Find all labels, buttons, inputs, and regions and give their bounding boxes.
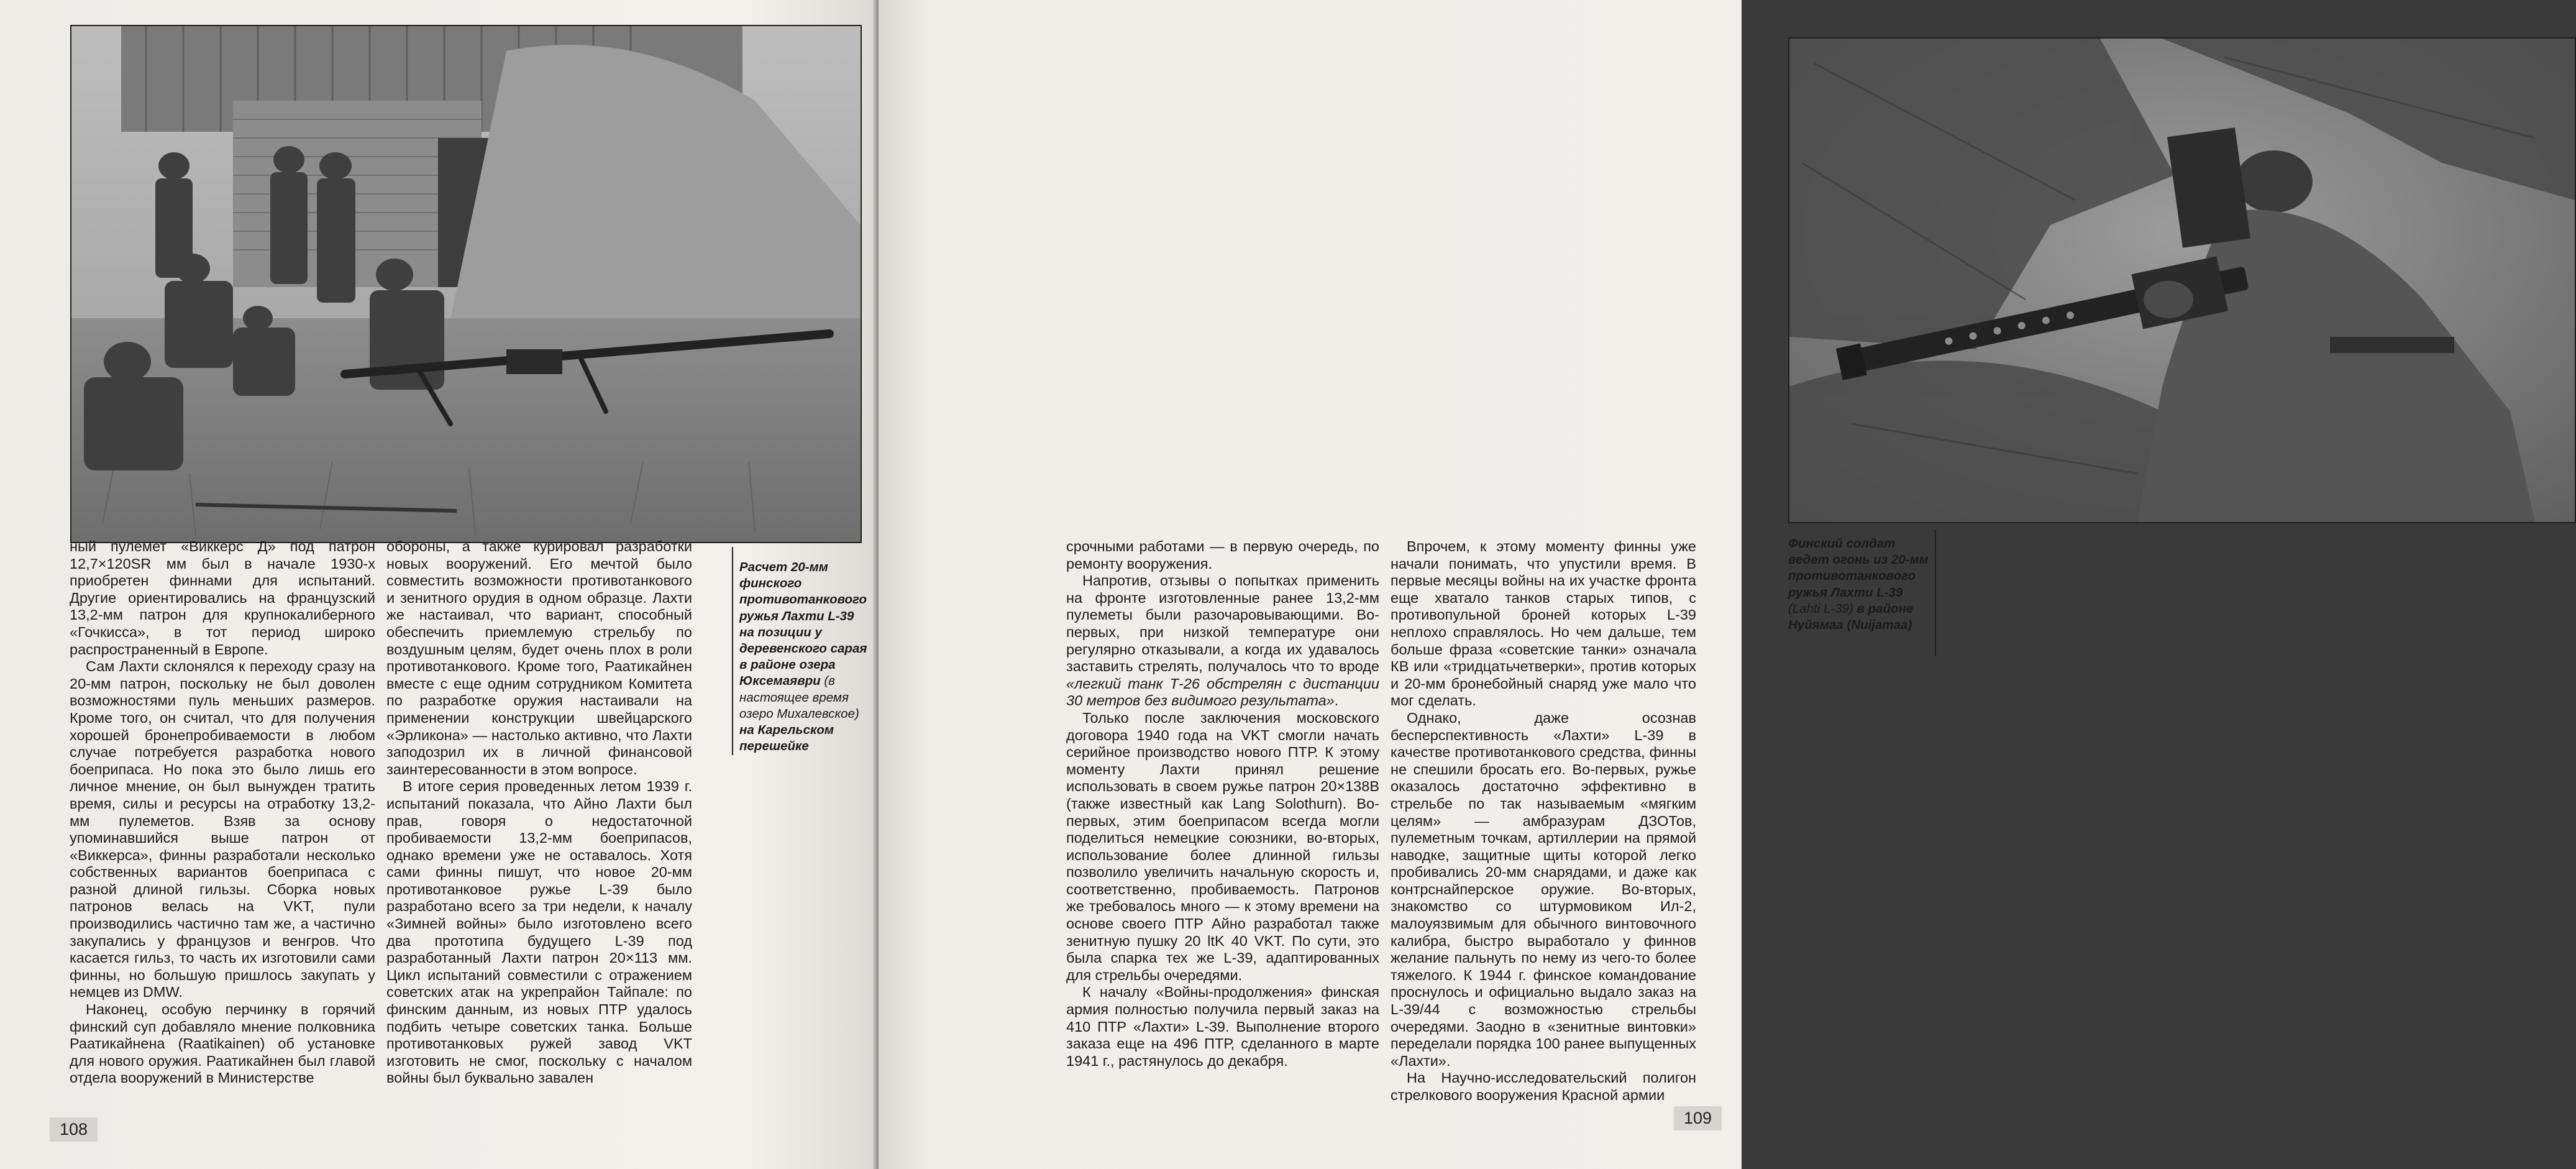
photo-caption-left (739, 559, 869, 754)
caption-right-model: Лахти L-39 (1830, 585, 1903, 600)
paragraph: На Научно-исследовательский полигон стрелкового вооружения Красной армии (1391, 1070, 1696, 1103)
paragraph: К началу «Войны-продолжения» финская армия полностью получила первый заказ на 410 ПТР «Лахти» L-39. Выполнение второго заказа еще на 496 ПТР, сделанного в марте 1941 г., растянулось до декабря. (1066, 984, 1379, 1069)
paragraph: Наконец, особую перчинку в горячий финский суп добавляло мнение полковника Раатикайнена (Raatikainen) об установке для нового оружия. Раатикайнен был главой отдела вооружений в Министерстве (70, 1001, 375, 1086)
caption-left-mid: на позиции у деревенского сарая в районе озера Юксемаяври (739, 625, 867, 689)
text-column-2 (386, 538, 692, 1087)
text-column-4 (1391, 538, 1696, 1104)
left-page (0, 0, 877, 1169)
paragraph-text: Напротив, отзывы о попытках применить на фронте изготовленные ранее 13,2-мм пулеметы были разочаровывающими. Во-первых, при низкой температуре они регулярно отказывали, а когда их удавалось заставить стрелять, получалось что то вроде (1066, 572, 1379, 675)
caption-right-text: Финский солдат ведет огонь из 20-мм противотанкового ружья (1788, 536, 1929, 600)
paragraph-end: . (1334, 692, 1339, 709)
photo-gun-crew-at-barn (70, 25, 862, 543)
caption-left-model: Лахти L-39 (782, 608, 854, 623)
paragraph (1066, 572, 1379, 710)
paragraph: Впрочем, к этому моменту финны уже начали понимать, что упустили время. В первые месяцы войны на их участке фронта еще хватало танков старых типов, с противопульной броней которых L-39 неплохо справлялось. Но чем дальше, тем больше фраза «советские танки» означала КВ или «тридцатьчетверки», против которых и 20-мм бронебойный снаряд уже мало что мог сделать. (1391, 538, 1696, 709)
photo-caption-right (1788, 536, 1929, 633)
page-number-right: 109 (1674, 1106, 1722, 1130)
paragraph: ный пулемет «Виккерс Д» под патрон 12,7×120SR мм был в начале 1930-х приобретен финнами для испытаний. Другие ориентировались на французский 13,2-мм патрон для крупнокалиберного «Гочкисса», в тот период широко распространенный в Европе. (70, 538, 375, 658)
caption-divider-left (732, 547, 733, 755)
photo-soldier-image (1789, 39, 2575, 522)
text-column-3 (1066, 538, 1379, 1070)
caption-left-paren: (в настоящее время озеро Михалевское) (739, 674, 859, 721)
paragraph: В итоге серия проведенных летом 1939 г. испытаний показала, что Айно Лахти был прав, говоря о недостаточной пробиваемости 13,2-мм боеприпасов, однако времени уже не оставалось. Хотя сами финны пишут, что новое 20-мм противотанковое ружье L-39 было разработано всего за три недели, к началу «Зимней войны» было изготовлено всего два прототипа будущего L-39 под разработанный Лахти патрон 20×113 мм. Цикл испытаний совместили с отражением советских атак на укрепрайон Тайпале: по финским данным, из новых ПТР удалось подбить четыре советских танка. Больше противотанковых ружей завод VKT изготовить не смог, поскольку с началом войны был буквально завален (386, 778, 692, 1086)
caption-left-end: на Карельском перешейке (739, 723, 834, 754)
paragraph: Однако, даже осознав бесперспективность «Лахти» L-39 в качестве противотанкового средства, финны не спешили бросать его. Во-первых, ружье оказалось достаточно эффективно в стрельбе по так называемым «мягким целям» — амбразурам ДЗОТов, пулеметным точкам, артиллерии на прямой наводке, защитные щиты которой легко пробивались 20-мм снарядами, и даже как контрснайперское оружие. Во-вторых, знакомство со штурмовиком Ил-2, малоуязвимым для обычного винтовочного калибра, быстро выработало у финнов желание пальнуть по нему из чего-то более тяжелого. К 1944 г. финское командование проснулось и официально выдало заказ на L-39/44 с возможностью стрельбы очередями. Заодно в «зенитные винтовки» переделали порядка 100 ранее выпущенных «Лахти». (1391, 709, 1696, 1069)
quote-italic: «легкий танк Т-26 обстрелян с дистанции 30 метров без видимого результата» (1066, 675, 1379, 709)
text-column-1 (70, 538, 375, 1087)
paragraph: срочными работами — в первую очередь, по ремонту вооружения. (1066, 538, 1379, 572)
caption-divider-right (1935, 529, 1936, 656)
paragraph: Только после заключения московского договора 1940 года на VKT смогли начать серийное производство нового ПТР. К этому моменту Лахти принял решение использовать в своем ружье патрон 20×138В (также известный как Lang Solothurn). Во-первых, этим боеприпасом всегда могли поделиться немецкие союзники, во-вторых, использование более длинной гильзы позволило увеличить начальную скорость и, соответственно, пробиваемость. Патронов же требовалось много — к этому времени на основе своего ПТР Айно разработал также зенитную пушку 20 ltK 40 VKT. По сути, это была спарка тех же L-39, адаптированных для стрельбы очередями. (1066, 709, 1379, 983)
right-page (879, 0, 1929, 1169)
photo-soldier-firing-rifle (1788, 37, 2576, 523)
paragraph: обороны, а также курировал разработки новых вооружений. Его мечтой было совместить возможности противотанкового и зенитного орудия в одном образце. Лахти же настаивал, что вариант, способный обеспечить приемлемую стрельбу по воздушным целям, будет очень плох в роли противотанкового. Кроме того, Раатикайнен вместе с еще одним сотрудником Комитета по разработке оружия настаивали на применении конструкции швейцарского «Эрликона» — настолько активно, что Лахти заподозрил их в личной финансовой заинтересованности в этом вопросе. (386, 538, 692, 777)
caption-right-paren: (Lahti L-39) (1788, 601, 1853, 616)
photo-gun-crew-image (71, 26, 861, 542)
caption-right-end: в районе Нуйямаа (Nuijamaa) (1788, 601, 1914, 633)
caption-left-text: Расчет 20-мм финского противотанкового ружья (739, 560, 867, 623)
page-number-left: 108 (50, 1117, 98, 1142)
paragraph: Сам Лахти склонялся к переходу сразу на 20-мм патрон, поскольку не был доволен возможностями пуль меньших размеров. Кроме того, он считал, что для получения хорошей бронепробиваемости в любом случае потребуется разработка нового боеприпаса. Но пока это было лишь его личное мнение, он был вынужден тратить время, силы и ресурсы на отработку 13,2-мм пулеметов. Взяв за основу упоминавшийся выше патрон от «Виккерса», финны разработали несколько собственных вариантов боеприпаса с разной длиной гильзы. Сборка новых патронов велась на VKT, пули производились частично там же, а частично закупались у французов и венгров. Что касается гильз, то часть их изготовили сами финны, но большую пришлось закупать у немцев из DMW. (70, 658, 375, 1001)
